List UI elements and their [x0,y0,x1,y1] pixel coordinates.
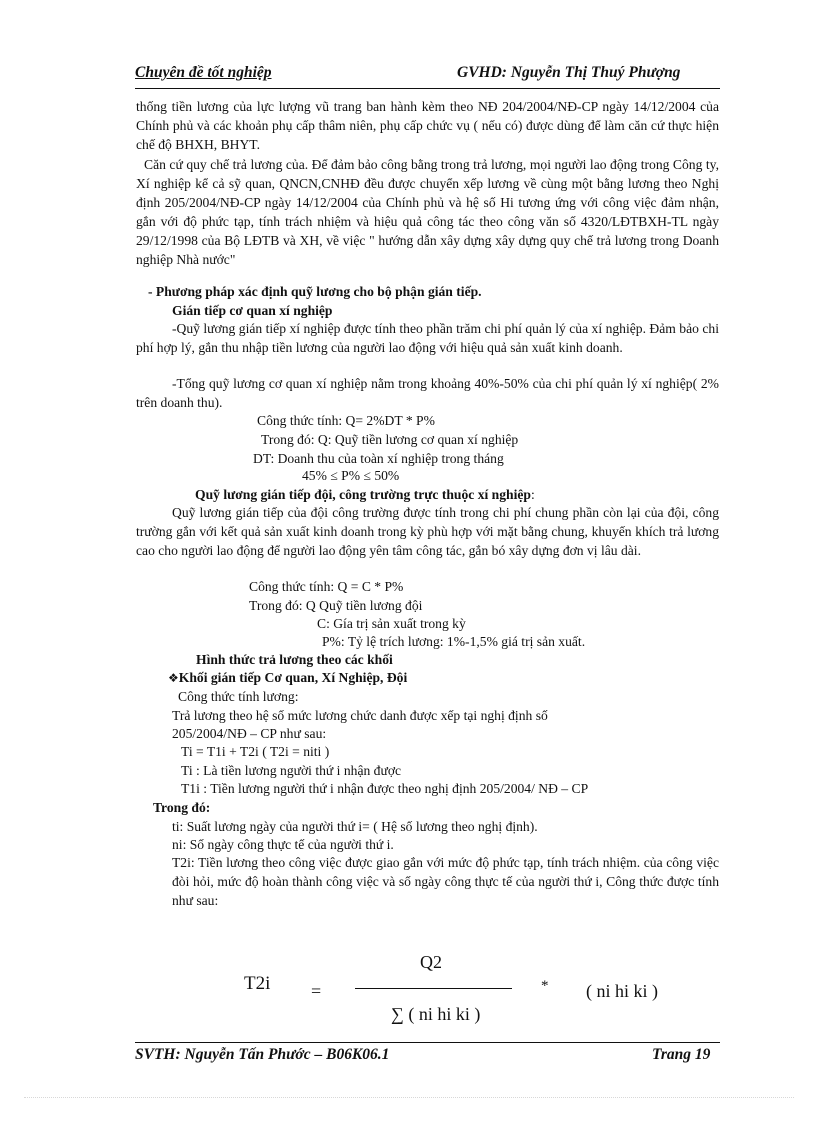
n-definition: ni: Số ngày công thực tế của người thứ i. [172,837,394,852]
t2i-definition: T2i: Tiền lương theo công việc được giao gắn với mức độ phức tạp, tính trách nhiệm. của công việc đòi hỏi, mức độ hoàn thành công việc và số ngày công thực tế của người thứ i, Công thức được tính như sau: [172,855,719,908]
fraction-bar [355,988,512,989]
equation-equals: = [311,981,322,1001]
formula-2: Công thức tính: Q = C * P% [249,579,404,594]
page-boundary [24,1097,794,1098]
heading-team: Quỹ lương gián tiếp đội, công trường trực thuộc xí nghiệp: [195,487,535,502]
heading-forms: Hình thức trả lương theo các khối [196,652,393,667]
pay-line-2: 205/2004/NĐ – CP như sau: [172,726,327,741]
equation-ti: Ti = T1i + T2i ( T2i = niti ) [181,744,330,759]
footer-left: SVTH: Nguyễn Tấn Phước – B06K06.1 [135,1046,390,1063]
c-definition: C: Gía trị sản xuất trong kỳ [317,616,466,631]
equation-numerator: Q2 [420,952,442,972]
where-1: Trong đó: Q: Quỹ tiền lương cơ quan xí nghiệp [261,432,519,447]
dt-definition: DT: Doanh thu của toàn xí nghiệp trong tháng [253,451,504,466]
footer-right: Trang 19 [652,1046,711,1063]
p-range: 45% ≤ P% ≤ 50% [302,468,400,483]
heading-method: - Phương pháp xác định quỹ lương cho bộ phận gián tiếp. [148,284,482,299]
heading-office: Gián tiếp cơ quan xí nghiệp [172,303,333,318]
paragraph-3: -Quỹ lương gián tiếp xí nghiệp được tính theo phần trăm chi phí quản lý của xí nghiệp. Đảm bảo chi phí hợp lý, gắn thu nhập tiền lương của người lao động với hiệu quả sản xuất kinh doanh. [136,321,719,355]
pay-line-1: Trả lương theo hệ số mức lương chức danh được xếp tại nghị định số [172,708,548,723]
ti-definition: Ti : Là tiền lương người thứ i nhận được [181,763,402,778]
t1i-definition: T1i : Tiền lương người thứ i nhận được theo nghị định 205/2004/ NĐ – CP [181,781,589,796]
t-definition: ti: Suất lương ngày của người thứ i= ( Hệ số lương theo nghị định). [172,819,538,834]
paragraph-5: Quỹ lương gián tiếp của đội công trường được tính trong chi phí chung phần còn lại của đội, công trường gắn với kết quả sản xuất kinh doanh trong kỳ phù hợp với mặt bằng chung, khuyến khích trả lương cao cho người lao động để người lao động yên tâm công tác, gắn bó xây dựng đơn vị lâu dài. [136,505,719,558]
header-rule [135,88,720,89]
footer-rule [135,1042,720,1043]
formula-title: Công thức tính lương: [178,689,299,704]
equation-lhs: T2i [244,973,271,994]
paragraph-1: thống tiền lương của lực lượng vũ trang ban hành kèm theo NĐ 204/2004/NĐ-CP ngày 14/12/2004 của Chính phủ và các khoản phụ cấp thâm niên, phụ cấp chức vụ ( nếu có) được dùng để làm căn cứ thực hiện chế độ BHXH, BHYT. [136,99,719,152]
where-2: Trong đó: Q Quỹ tiền lương đội [249,598,423,613]
paragraph-4: -Tổng quỹ lương cơ quan xí nghiệp nằm trong khoảng 40%-50% của chi phí quản lý xí nghiệp( 2% trên doanh thu). [136,376,719,410]
equation-times: * [541,978,549,994]
heading-block: ❖Khối gián tiếp Cơ quan, Xí Nghiệp, Đội [168,670,408,685]
paragraph-2: Căn cứ quy chế trả lương của. Để đảm bảo công bằng trong trả lương, mọi người lao động trong Công ty, Xí nghiệp kể cả sỹ quan, QNCN,CNHĐ đều được chuyển xếp lương về cùng một bằng lương theo Nghị định 205/2004/NĐ-CP ngày 14/12/2004 của Chính phủ và hệ số Hi tương ứng với công việc đảm nhận, gắn với độ phức tạp, tính trách nhiệm và hiệu quả công tác theo công văn số 4320/LĐTBXH-TL ngày 29/12/1998 của Bộ LĐTB và XH, về việc " hướng dẫn xây dựng xây dựng quy chế trả lương trong Doanh nghiệp Nhà nước" [136,157,719,267]
p-definition: P%: Tỷ lệ trích lương: 1%-1,5% giá trị sản xuất. [322,634,586,649]
trong-do-label: Trong đó: [153,800,211,815]
header-right: GVHD: Nguyễn Thị Thuý Phượng [457,64,681,81]
equation-denominator: ∑ ( ni hi ki ) [391,1004,481,1024]
equation-factor: ( ni hi ki ) [586,981,658,1001]
formula-1: Công thức tính: Q= 2%DT * P% [257,413,435,428]
header-left: Chuyên đề tốt nghiệp [135,64,272,81]
diamond-bullet-icon: ❖ [168,671,179,685]
